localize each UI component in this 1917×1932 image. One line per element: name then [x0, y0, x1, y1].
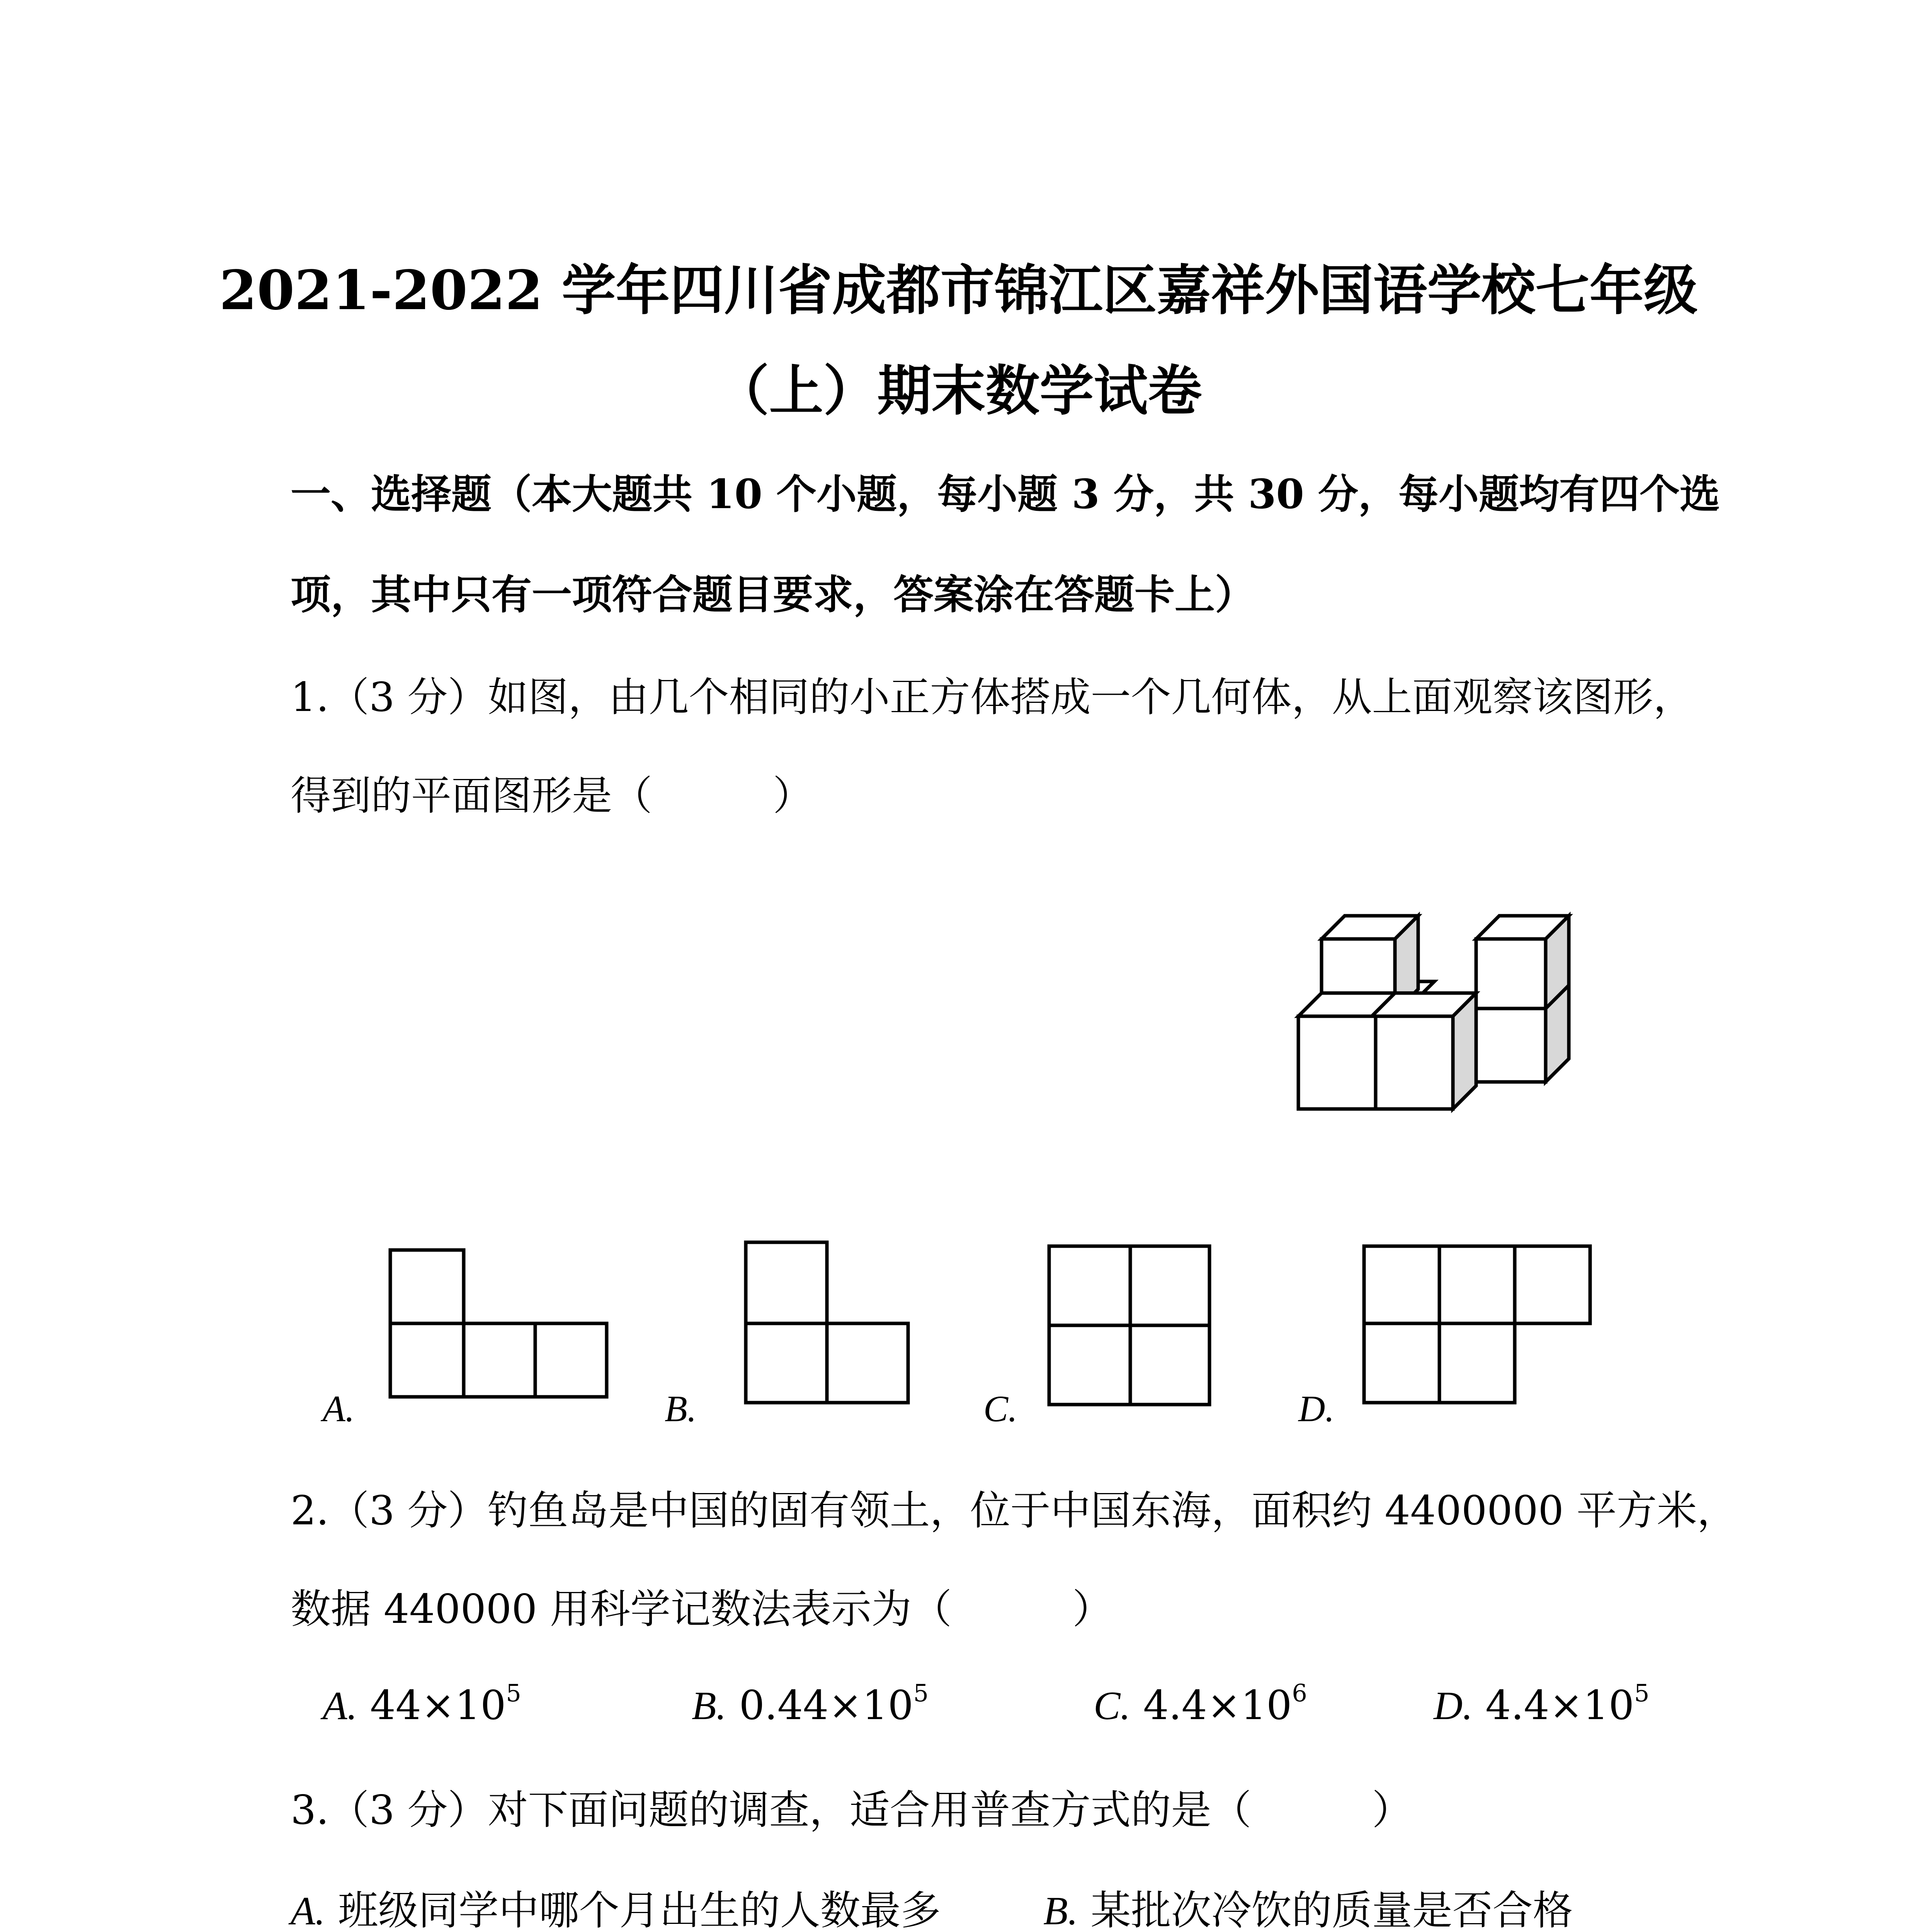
q2-option-d-base: 4.4×10 [1473, 1682, 1635, 1729]
question-1-line1: 1.（3 分）如图，由几个相同的小正方体搭成一个几何体，从上面观察该图形， [291, 673, 1694, 721]
q2-option-c[interactable] [1094, 1679, 1307, 1729]
q2-option-d-exp: 5 [1634, 1679, 1650, 1707]
q2-option-a-base: 44×10 [357, 1682, 506, 1729]
q3-option-a-label: A. [291, 1889, 325, 1932]
q2-option-d[interactable] [1434, 1679, 1650, 1729]
exam-title-line1: 2021-2022 学年四川省成都市锦江区嘉祥外国语学校七年级 [219, 259, 1698, 322]
q2-option-b-base: 0.44×10 [726, 1682, 913, 1729]
section-heading-line1: 一、选择题（本大题共 10 个小题，每小题 3 分，共 30 分，每小题均有四个选 [291, 470, 1720, 518]
q1-option-c-label[interactable]: C. [983, 1388, 1018, 1429]
question-1-line2: 得到的平面图形是（ ） [291, 772, 813, 819]
question-2-line2: 数据 440000 用科学记数法表示为（ ） [291, 1585, 1113, 1633]
q2-option-c-base: 4.4×10 [1130, 1682, 1292, 1729]
q1-option-b-figure[interactable] [744, 1240, 914, 1406]
q2-option-b-exp: 5 [913, 1679, 929, 1707]
exam-title-line2: （上）期末数学试卷 [715, 359, 1202, 423]
q3-option-b-text: 某批次冷饮的质量是否合格 [1078, 1887, 1573, 1932]
q1-option-d-figure[interactable] [1362, 1244, 1594, 1406]
q2-option-a-label: A. [323, 1684, 357, 1728]
q2-option-b-label: B. [692, 1684, 726, 1728]
q2-option-a-exp: 5 [506, 1679, 521, 1707]
q2-option-c-label: C. [1094, 1684, 1131, 1728]
question-2-line1: 2.（3 分）钓鱼岛是中国的固有领土，位于中国东海，面积约 4400000 平方米， [291, 1487, 1737, 1534]
q2-option-d-label: D. [1434, 1684, 1473, 1728]
q2-option-b[interactable] [692, 1679, 929, 1729]
cube-stack-figure [1291, 912, 1584, 1128]
q1-option-a-figure[interactable] [388, 1248, 609, 1403]
q3-option-a[interactable] [291, 1878, 941, 1932]
section-heading-line2: 项，其中只有一项符合题目要求，答案涂在答题卡上） [291, 571, 1255, 618]
q1-option-c-figure[interactable] [1047, 1244, 1213, 1406]
question-3-line1: 3.（3 分）对下面问题的调查，适合用普查方式的是（ ） [291, 1786, 1412, 1833]
q3-option-b[interactable] [1043, 1878, 1573, 1932]
q2-option-a[interactable] [323, 1679, 521, 1729]
q3-option-b-label: B. [1043, 1889, 1078, 1932]
q1-option-a-label[interactable]: A. [323, 1388, 355, 1429]
q1-option-d-label[interactable]: D. [1298, 1388, 1335, 1429]
q1-option-b-label[interactable]: B. [665, 1388, 697, 1429]
q2-option-c-exp: 6 [1292, 1679, 1307, 1707]
q3-option-a-text: 班级同学中哪个月出生的人数最多 [325, 1887, 941, 1932]
